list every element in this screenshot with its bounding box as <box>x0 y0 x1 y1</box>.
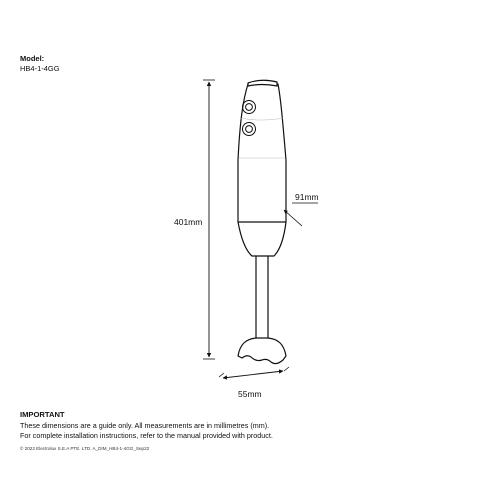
width-right-tick <box>284 367 289 371</box>
width-arrow-line <box>223 371 283 378</box>
height-label: 401mm <box>174 217 203 227</box>
copyright-text: © 2022 Electrolux S.E.A PTE. LTD. A_DIM_HB4-1-4GG_Sep22 <box>20 445 150 451</box>
diameter-label: 91mm <box>295 192 319 202</box>
speed-button-1-inner <box>246 104 253 111</box>
blade-guard <box>238 338 286 364</box>
motor-section <box>238 222 286 256</box>
hand-blender-outline <box>238 80 286 363</box>
top-cap <box>248 80 277 86</box>
speed-button-2-inner <box>246 126 253 133</box>
handle-contour-line <box>240 118 283 120</box>
footer-line-2: For complete installation instructions, refer to the manual provided with product. <box>20 431 273 440</box>
footer-line-1: These dimensions are a guide only. All measurements are in millimetres (mm). <box>20 420 270 430</box>
width-dimension <box>219 367 289 399</box>
important-heading: IMPORTANT <box>20 410 65 419</box>
diameter-leader-line <box>284 210 302 226</box>
height-dimension <box>174 80 215 359</box>
control-buttons <box>243 101 256 136</box>
speed-button-2-outer <box>243 123 256 136</box>
handle-body <box>238 84 286 222</box>
diameter-dimension <box>284 192 319 226</box>
model-number: HB4-1-4GG <box>20 64 60 73</box>
speed-button-1-outer <box>243 101 256 114</box>
width-label: 55mm <box>238 389 262 399</box>
footer-notes <box>20 410 480 453</box>
model-label: Model: <box>20 54 45 63</box>
width-left-tick <box>219 373 224 377</box>
